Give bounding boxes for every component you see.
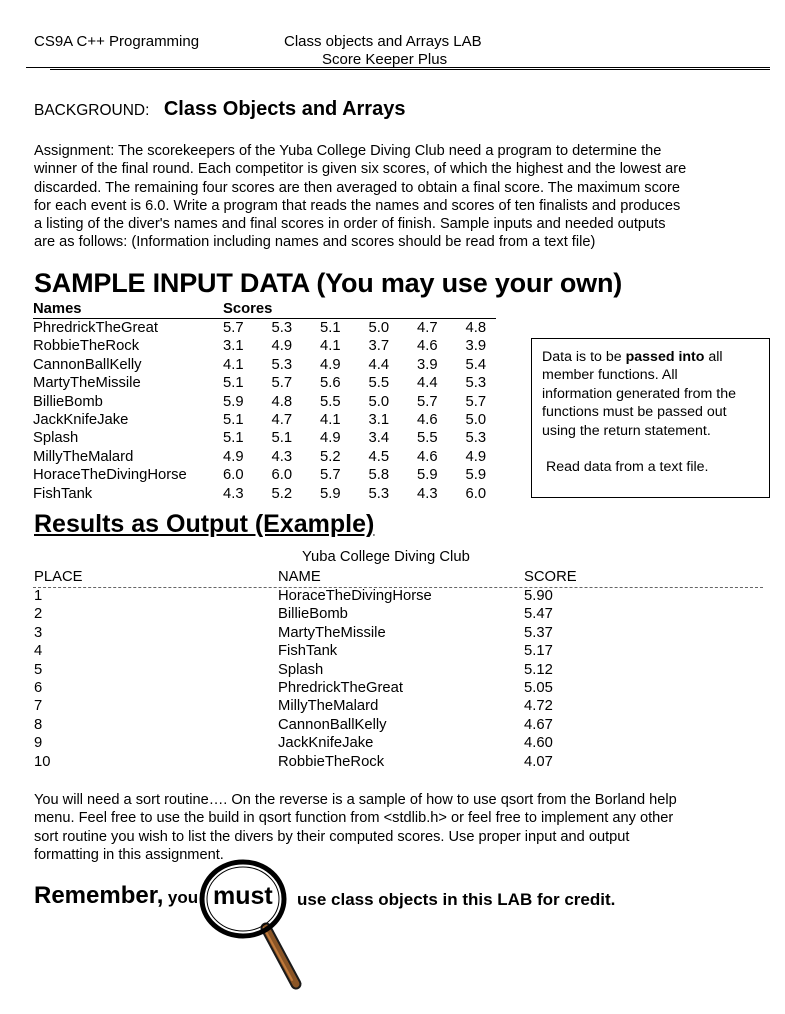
diver-row xyxy=(33,411,496,429)
diver-name: MartyTheMissile xyxy=(33,375,141,392)
result-score: 4.72 xyxy=(524,698,553,715)
result-name: PhredrickTheGreat xyxy=(278,680,404,697)
result-score: 4.60 xyxy=(524,735,553,752)
diver-score: 5.8 xyxy=(368,467,390,484)
diver-score: 5.4 xyxy=(465,356,487,373)
diver-row xyxy=(33,429,496,447)
note-emphasis: passed into xyxy=(625,349,705,365)
diver-name: RobbieTheRock xyxy=(33,338,140,355)
name-column-header: NAME xyxy=(278,569,321,585)
names-column-header: Names xyxy=(33,301,223,319)
diver-score: 5.7 xyxy=(271,375,293,392)
note-line xyxy=(542,348,759,366)
result-name: CannonBallKelly xyxy=(278,716,387,733)
note-text: Data is to be xyxy=(542,349,626,365)
diver-score: 5.9 xyxy=(320,485,341,502)
diver-score: 5.5 xyxy=(417,430,438,447)
result-name: HoraceTheDivingHorse xyxy=(278,588,432,604)
diver-score: 4.3 xyxy=(417,485,438,502)
diver-score: 5.5 xyxy=(368,375,390,392)
diver-score: 5.3 xyxy=(368,485,390,502)
diver-name: HoraceTheDivingHorse xyxy=(33,467,187,484)
remember-line xyxy=(34,882,198,910)
diver-score: 3.1 xyxy=(223,338,244,355)
diver-score: 3.9 xyxy=(417,356,438,373)
note-line: member functions. All xyxy=(542,367,678,384)
remember-rest: use class objects in this LAB for credit. xyxy=(297,890,616,909)
diver-score: 4.6 xyxy=(417,448,438,465)
course-name: CS9A C++ Programming xyxy=(34,33,200,50)
diver-score: 5.9 xyxy=(417,467,438,484)
result-score: 5.47 xyxy=(524,606,553,623)
diver-name: PhredrickTheGreat xyxy=(33,320,159,336)
result-place: 6 xyxy=(34,680,43,697)
closing-paragraph xyxy=(34,791,779,864)
note-line: Read data from a text file. xyxy=(546,459,709,476)
closing-line: formatting in this assignment. xyxy=(34,846,224,863)
diver-score: 4.4 xyxy=(368,356,390,373)
diver-score: 5.1 xyxy=(223,375,244,392)
diver-score: 5.0 xyxy=(465,412,487,429)
assignment-line: a listing of the diver's names and final scores in order of finish. Sample inputs and needed outputs xyxy=(34,216,666,233)
assignment-line: for each event is 6.0. Write a program that reads the names and scores of ten finalists and produces xyxy=(34,197,681,214)
diver-score: 4.9 xyxy=(271,338,293,355)
diver-score: 5.0 xyxy=(368,320,390,336)
assignment-line: winner of the final round. Each competitor is given six scores, of which the highest and the lowest are xyxy=(34,161,687,178)
result-name: MartyTheMissile xyxy=(278,624,386,641)
diver-score: 4.1 xyxy=(320,412,341,429)
remember-word: Remember, xyxy=(34,882,164,909)
diver-score: 5.0 xyxy=(368,393,390,410)
score-column-header: SCORE xyxy=(524,569,577,585)
result-place: 1 xyxy=(34,588,43,604)
note-line: information generated from the xyxy=(542,385,737,402)
magnifying-glass-icon xyxy=(196,858,336,998)
score-column xyxy=(524,587,553,771)
scores-column-header: Scores xyxy=(223,301,496,319)
result-name: MillyTheMalard xyxy=(278,698,379,715)
diver-score: 5.3 xyxy=(465,430,487,447)
diver-row xyxy=(33,319,496,338)
background-heading xyxy=(34,98,405,121)
diver-score: 5.9 xyxy=(465,467,487,484)
diver-name: CannonBallKelly xyxy=(33,356,142,373)
result-name: Splash xyxy=(278,661,324,678)
result-place: 8 xyxy=(34,716,43,733)
diver-score: 5.7 xyxy=(417,393,438,410)
result-score: 5.12 xyxy=(524,661,553,678)
result-place: 10 xyxy=(34,753,51,770)
diver-score: 5.7 xyxy=(320,467,341,484)
assignment-line: are as follows: (Information including names and scores should be read from a text file) xyxy=(34,234,596,251)
result-name: FishTank xyxy=(278,643,338,660)
diver-row xyxy=(33,356,496,374)
closing-line: You will need a sort routine…. On the reverse is a sample of how to use qsort from the Borland help xyxy=(34,792,677,808)
diver-score: 4.8 xyxy=(465,320,487,336)
diver-score: 4.9 xyxy=(465,448,487,465)
diver-score: 6.0 xyxy=(271,467,293,484)
background-title: Class Objects and Arrays xyxy=(163,98,406,120)
result-score: 5.90 xyxy=(524,588,553,604)
diver-name: Splash xyxy=(33,430,79,447)
diver-score: 5.2 xyxy=(320,448,341,465)
note-text: all xyxy=(704,349,723,365)
diver-score: 5.3 xyxy=(465,375,487,392)
result-name: BillieBomb xyxy=(278,606,348,623)
result-place: 3 xyxy=(34,624,43,641)
diver-score: 3.7 xyxy=(368,338,390,355)
diver-score: 4.6 xyxy=(417,412,438,429)
diver-row xyxy=(33,374,496,392)
diver-score: 4.1 xyxy=(223,356,244,373)
diver-score: 5.1 xyxy=(320,320,341,336)
diver-score: 4.3 xyxy=(271,448,293,465)
result-place: 5 xyxy=(34,661,43,678)
note-line: functions must be passed out xyxy=(542,404,727,421)
result-place: 9 xyxy=(34,735,43,752)
must-emphasis: must xyxy=(213,882,273,910)
closing-line: menu. Feel free to use the build in qsort function from <stdlib.h> or feel free to implement any other xyxy=(34,810,674,827)
diver-row xyxy=(33,466,496,484)
requirements-note-box xyxy=(531,338,770,498)
result-score: 5.17 xyxy=(524,643,553,660)
diver-score: 4.9 xyxy=(320,356,341,373)
diver-name: BillieBomb xyxy=(33,393,103,410)
sample-input-heading: SAMPLE INPUT DATA (You may use your own) xyxy=(34,268,623,298)
diver-score: 5.7 xyxy=(465,393,487,410)
lab-subtitle: Score Keeper Plus xyxy=(322,51,448,68)
diver-score: 5.7 xyxy=(223,320,244,336)
result-place: 4 xyxy=(34,643,43,660)
diver-score: 4.4 xyxy=(417,375,438,392)
diver-score: 5.2 xyxy=(271,485,293,502)
result-score: 4.67 xyxy=(524,716,553,733)
diver-score: 4.9 xyxy=(223,448,244,465)
diver-score: 4.8 xyxy=(271,393,293,410)
diver-row xyxy=(33,337,496,355)
diver-name: MillyTheMalard xyxy=(33,448,134,465)
diver-score: 5.1 xyxy=(223,412,244,429)
result-score: 4.07 xyxy=(524,753,553,770)
diver-score: 5.1 xyxy=(223,430,244,447)
club-name: Yuba College Diving Club xyxy=(302,549,470,565)
background-label: BACKGROUND: xyxy=(34,102,150,119)
diver-name: JackKnifeJake xyxy=(33,412,129,429)
diver-row xyxy=(33,448,496,466)
lab-title: Class objects and Arrays LAB xyxy=(284,33,482,50)
result-name: JackKnifeJake xyxy=(278,735,374,752)
diver-score: 4.7 xyxy=(271,412,293,429)
diver-score: 6.0 xyxy=(223,467,244,484)
note-line: using the return statement. xyxy=(542,422,711,439)
result-score: 5.37 xyxy=(524,624,553,641)
diver-row xyxy=(33,485,496,503)
place-column-header: PLACE xyxy=(34,569,83,585)
diver-score: 4.3 xyxy=(223,485,244,502)
diver-score: 3.4 xyxy=(368,430,390,447)
diver-score: 4.5 xyxy=(368,448,390,465)
diver-score: 4.6 xyxy=(417,338,438,355)
diver-name: FishTank xyxy=(33,485,93,502)
diver-score: 5.3 xyxy=(271,356,293,373)
result-score: 5.05 xyxy=(524,680,553,697)
diver-row xyxy=(33,393,496,411)
diver-score: 5.5 xyxy=(320,393,341,410)
diver-score: 4.9 xyxy=(320,430,341,447)
result-name: RobbieTheRock xyxy=(278,753,385,770)
diver-score: 4.1 xyxy=(320,338,341,355)
sample-input-table xyxy=(33,301,496,503)
diver-score: 5.3 xyxy=(271,320,293,336)
diver-score: 3.9 xyxy=(465,338,487,355)
header-rule-double xyxy=(50,69,770,70)
diver-score: 5.9 xyxy=(223,393,244,410)
diver-score: 6.0 xyxy=(465,485,487,502)
place-column xyxy=(34,587,50,771)
results-heading: Results as Output (Example) xyxy=(34,510,375,538)
assignment-line: Assignment: The scorekeepers of the Yuba College Diving Club need a program to determine the xyxy=(34,143,662,159)
diver-score: 5.1 xyxy=(271,430,293,447)
sample-input-header-row xyxy=(33,301,496,319)
diver-score: 5.6 xyxy=(320,375,341,392)
header-rule xyxy=(26,67,770,68)
closing-line: sort routine you wish to list the divers by their computed scores. Use proper input and output xyxy=(34,828,630,845)
diver-score: 4.7 xyxy=(417,320,438,336)
diver-score: 3.1 xyxy=(368,412,390,429)
name-column xyxy=(278,587,432,771)
remember-you: you xyxy=(167,888,199,907)
result-place: 7 xyxy=(34,698,43,715)
assignment-line: discarded. The remaining four scores are then averaged to obtain a final score. The maximum score xyxy=(34,179,680,196)
assignment-paragraph xyxy=(34,142,774,252)
result-place: 2 xyxy=(34,606,43,623)
